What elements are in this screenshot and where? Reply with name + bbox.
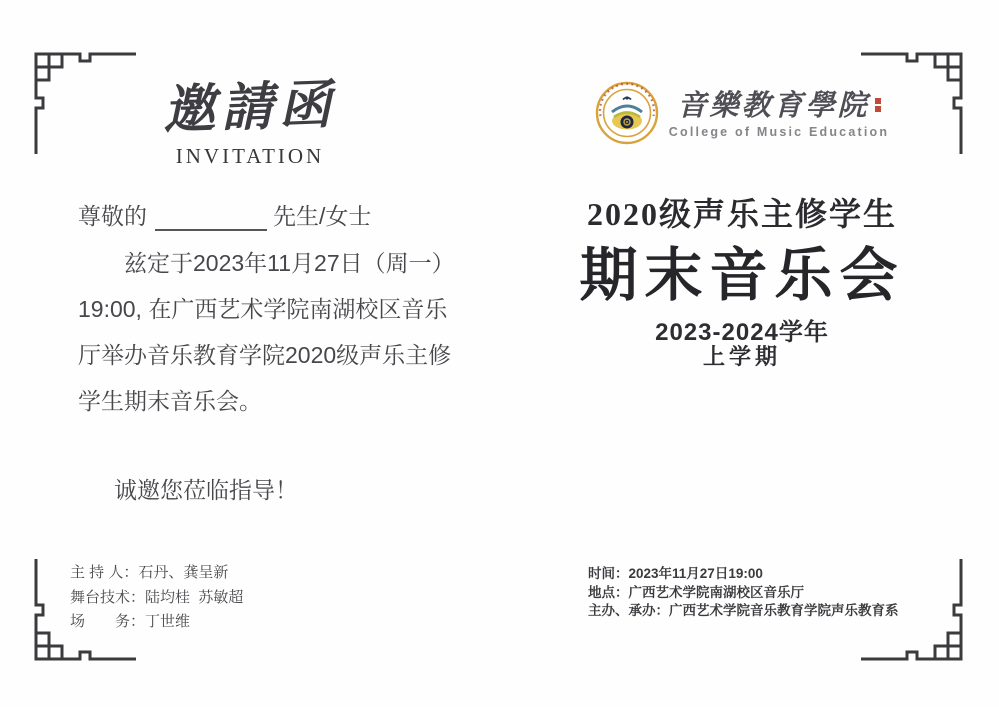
detail-row-venue: [588, 584, 899, 603]
academic-year: 2023-2024学年: [655, 319, 829, 346]
credit-label: 场 务：: [70, 613, 146, 630]
closing-line: 诚邀您莅临指导！: [114, 477, 298, 503]
salutation-line: [78, 198, 371, 231]
college-logo: [522, 78, 962, 148]
invitation-body: [78, 240, 476, 424]
detail-value: 2023年11月27日19:00: [628, 566, 763, 581]
concert-main-title: 期末音乐会: [579, 243, 905, 308]
semester: 上学期: [702, 344, 781, 369]
credit-value: 石丹、龚呈新: [138, 564, 229, 581]
college-emblem-icon: [595, 81, 659, 145]
college-name-cn-text: 音樂教育學院: [677, 87, 870, 122]
credit-row-host: [70, 561, 243, 586]
detail-row-time: [588, 565, 899, 584]
logo-seal-mark-icon: [875, 98, 881, 112]
salutation-suffix: 先生/女士: [273, 203, 372, 229]
credit-row-logistics: [70, 610, 243, 635]
detail-value: 广西艺术学院音乐教育学院声乐教育系: [669, 603, 899, 618]
body-line: 兹定于2023年11月27日（周一）: [124, 250, 455, 276]
credit-label: 舞台技术：: [70, 588, 146, 606]
credit-row-stage-tech: [70, 586, 243, 611]
detail-label: 地点：: [588, 584, 629, 600]
college-name-en: College of Music Education: [668, 124, 890, 139]
detail-label: 时间：: [588, 566, 629, 581]
detail-row-organizer: [588, 602, 899, 621]
invitation-calligraphy-title: 邀請函: [161, 73, 338, 142]
event-details-block: [588, 565, 899, 621]
credit-value: 陆均桂 苏敏超: [145, 588, 244, 606]
recipient-name-blank: [155, 205, 267, 231]
credits-block: [70, 561, 243, 635]
college-name-cn: [677, 88, 880, 122]
college-logo-text: [669, 88, 889, 139]
detail-value: 广西艺术学院南湖校区音乐厅: [628, 584, 804, 600]
detail-label: 主办、承办：: [588, 603, 669, 618]
concert-supertitle: 2020级声乐主修学生: [586, 196, 897, 232]
body-line: 学生期末音乐会。: [78, 388, 262, 414]
credit-value: 丁世维: [145, 613, 191, 630]
salutation-prefix: 尊敬的: [78, 203, 147, 229]
body-line: 厅举办音乐教育学院2020级声乐主修: [78, 342, 452, 368]
credit-label: 主 持 人：: [70, 564, 139, 581]
body-line: 19:00, 在广西艺术学院南湖校区音乐: [78, 296, 448, 322]
invitation-subtitle: INVITATION: [175, 144, 325, 168]
